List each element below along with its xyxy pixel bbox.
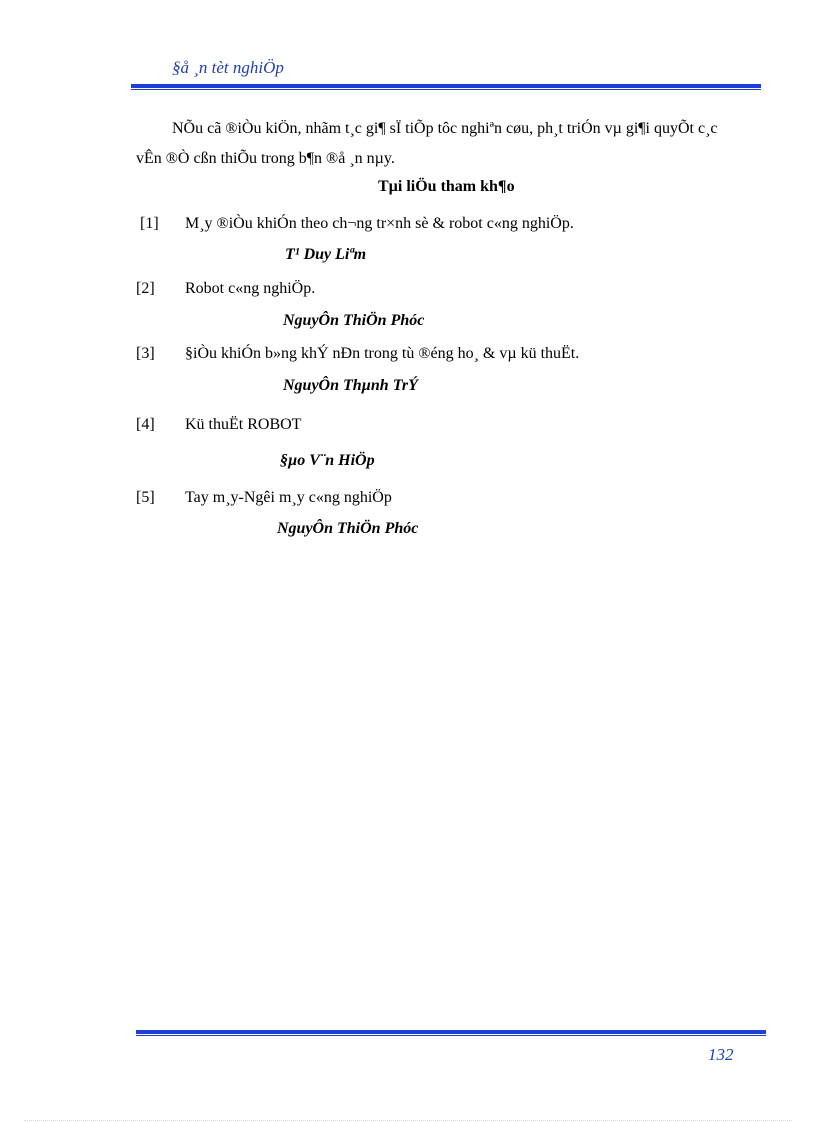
page-edge-divider xyxy=(24,1120,792,1121)
reference-author: NguyÔn ThiÖn Phóc xyxy=(283,312,425,329)
reference-number: [3] xyxy=(136,345,155,362)
reference-author: NguyÔn Thµnh TrÝ xyxy=(283,377,418,394)
reference-number: [1] xyxy=(140,215,159,232)
page-header-title: §å ¸n tèt nghiÖp xyxy=(172,58,284,77)
reference-title: Robot c«ng nghiÖp. xyxy=(185,280,316,297)
references-heading: Tµi liÖu tham kh¶o xyxy=(378,178,515,195)
reference-title: Tay m¸y-Ngêi m¸y c«ng nghiÖp xyxy=(185,489,392,506)
intro-paragraph: NÕu cã ®iÒu kiÖn, nhãm t¸c gi¶ sÏ tiÕp tôc nghiªn cøu, ph¸t triÓn vµ gi¶i quyÕt c¸c vÊn ®Ò cßn thiÕu trong b¶n ®å ¸n nµy. xyxy=(136,120,718,167)
reference-author: NguyÔn ThiÖn Phóc xyxy=(277,520,419,537)
reference-title: §iÒu khiÓn b»ng khÝ nÐn trong tù ®éng ho¸ & vµ kü thuËt. xyxy=(185,345,580,362)
page-number: 132 xyxy=(708,1045,734,1064)
reference-title: Kü thuËt ROBOT xyxy=(185,416,302,433)
reference-author: T¹ Duy Liªm xyxy=(285,246,367,263)
reference-number: [2] xyxy=(136,280,155,297)
reference-title: M¸y ®iÒu khiÓn theo ch¬ng tr×nh sè & robot c«ng nghiÖp. xyxy=(185,215,574,232)
reference-number: [5] xyxy=(136,489,155,506)
reference-number: [4] xyxy=(136,416,155,433)
reference-author: §µo V¨n HiÖp xyxy=(280,452,375,469)
header-rule xyxy=(131,84,761,90)
footer-rule xyxy=(136,1030,766,1036)
